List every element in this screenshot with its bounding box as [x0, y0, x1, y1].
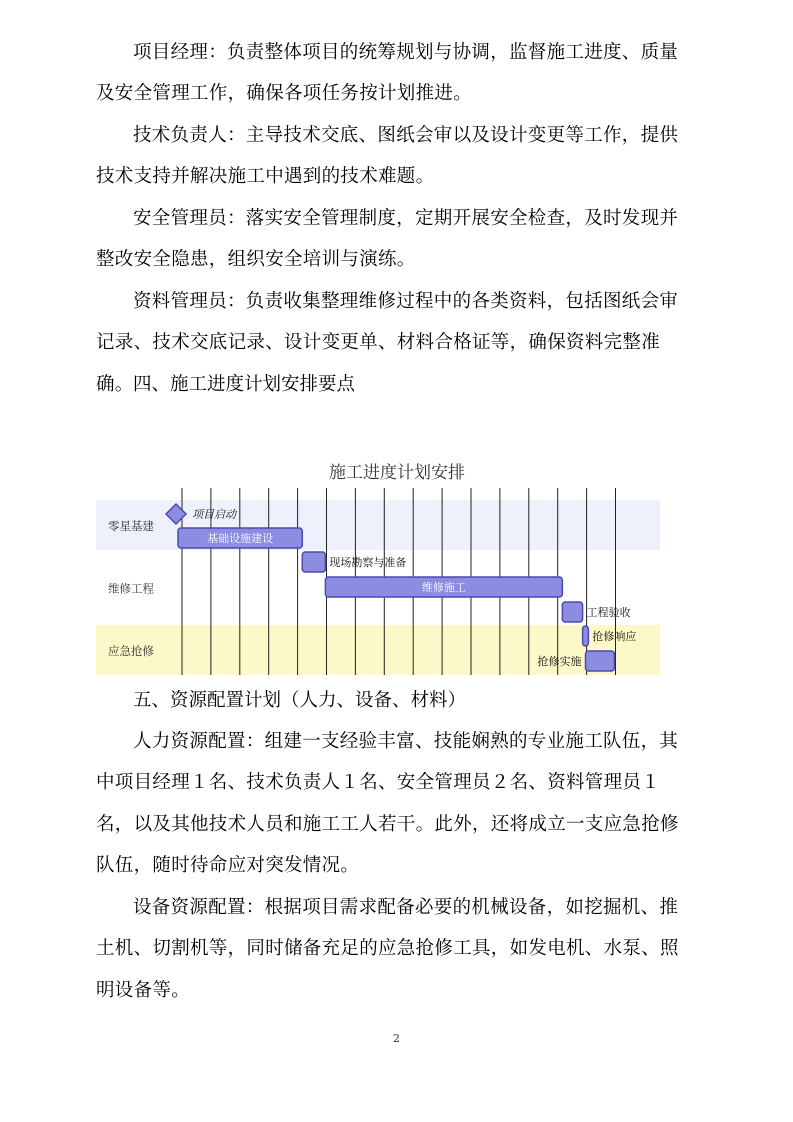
- group-label: 零星基建: [108, 519, 154, 533]
- paragraph-equipment-resources: 设备资源配置：根据项目需求配备必要的机械设备，如挖掘机、推土机、切割机等，同时储备充足的应急抢修工具，如发电机、水泵、照明设备等。: [96, 897, 679, 1001]
- task-label: 抢修实施: [537, 655, 582, 668]
- paragraph-safety-officer: 安全管理员：落实安全管理制度，定期开展安全检查，及时发现并整改安全隐患，组织安全培训与演练。: [96, 208, 679, 271]
- group-label: 应急抢修: [108, 644, 154, 658]
- section-heading-resources: 五、资源配置计划（人力、设备、材料）: [133, 690, 467, 711]
- paragraph-project-manager: 项目经理：负责整体项目的统筹规划与协调，监督施工进度、质量及安全管理工作，确保各项任务按计划推进。: [96, 42, 679, 105]
- task-bar: [302, 552, 325, 572]
- task-bar: [562, 602, 582, 622]
- task-label: 维修施工: [421, 581, 466, 594]
- task-label: 现场勘察与准备: [329, 556, 407, 569]
- task-label: 抢修响应: [592, 630, 637, 643]
- section-heading-schedule: 四、施工进度计划安排要点: [133, 374, 356, 395]
- paragraph-technical-lead: 技术负责人：主导技术交底、图纸会审以及设计变更等工作，提供技术支持并解决施工中遇到的技术难题。: [96, 125, 679, 188]
- task-bar: [585, 651, 614, 671]
- task-bar: [583, 626, 589, 646]
- page-number: 2: [393, 1032, 400, 1045]
- group-label: 维修工程: [108, 581, 154, 596]
- gantt-chart: [0, 440, 793, 685]
- task-label: 项目启动: [192, 508, 236, 521]
- paragraph-document-manager: 资料管理员：负责收集整理维修过程中的各类资料，包括图纸会审记录、技术交底记录、设计变更单、材料合格证等，确保资料完整准确。: [96, 291, 679, 395]
- paragraph-human-resources: 人力资源配置：组建一支经验丰富、技能娴熟的专业施工队伍，其中项目经理１名、技术负责人１名、安全管理员２名、资料管理员１名，以及其他技术人员和施工工人若干。此外，还将成立一支应急抢修队伍，随时待命应对突发情况。: [96, 731, 679, 877]
- chart-title: 施工进度计划安排: [329, 463, 465, 483]
- task-label: 基础设施建设: [207, 532, 274, 545]
- task-label: 工程验收: [586, 606, 631, 619]
